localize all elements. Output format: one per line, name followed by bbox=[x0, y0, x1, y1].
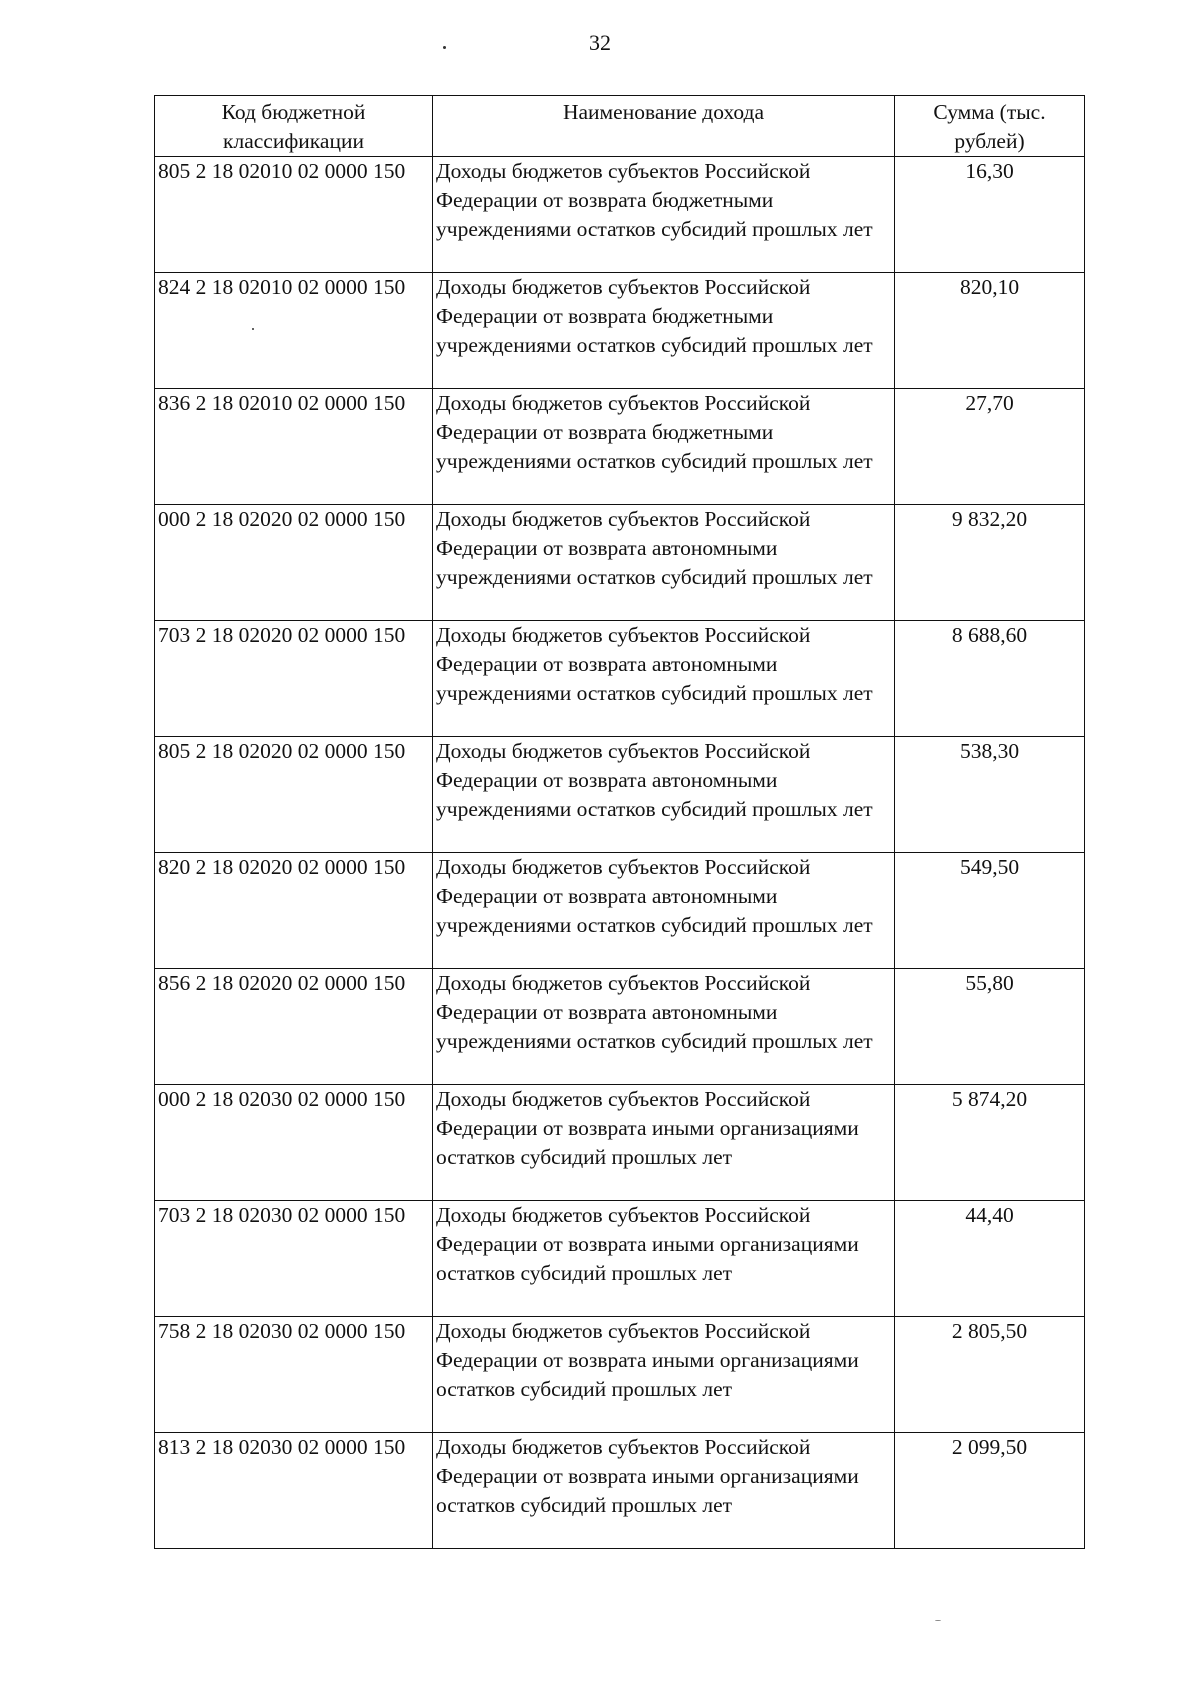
sum-cell: 55,80 bbox=[895, 969, 1085, 1085]
code-cell: 836 2 18 02010 02 0000 150 bbox=[155, 389, 433, 505]
sum-cell: 538,30 bbox=[895, 737, 1085, 853]
sum-cell: 2 805,50 bbox=[895, 1317, 1085, 1433]
table-row bbox=[155, 853, 1085, 969]
sum-cell: 27,70 bbox=[895, 389, 1085, 505]
sum-cell: 2 099,50 bbox=[895, 1433, 1085, 1549]
table-row bbox=[155, 737, 1085, 853]
table-row bbox=[155, 389, 1085, 505]
code-cell: 813 2 18 02030 02 0000 150 bbox=[155, 1433, 433, 1549]
table-row bbox=[155, 1317, 1085, 1433]
table-row bbox=[155, 1433, 1085, 1549]
scan-speck bbox=[443, 46, 446, 49]
name-cell: Доходы бюджетов субъектов Российской Федерации от возврата автономными учреждениями остатков субсидий прошлых лет bbox=[433, 853, 895, 969]
table-row bbox=[155, 1201, 1085, 1317]
sum-cell: 44,40 bbox=[895, 1201, 1085, 1317]
table-row bbox=[155, 1085, 1085, 1201]
sum-cell: 820,10 bbox=[895, 273, 1085, 389]
code-cell: 805 2 18 02010 02 0000 150 bbox=[155, 157, 433, 273]
income-table bbox=[154, 95, 1085, 1549]
name-cell: Доходы бюджетов субъектов Российской Федерации от возврата автономными учреждениями остатков субсидий прошлых лет bbox=[433, 621, 895, 737]
code-cell: 856 2 18 02020 02 0000 150 bbox=[155, 969, 433, 1085]
table-row bbox=[155, 157, 1085, 273]
header-sum: Сумма (тыс. рублей) bbox=[895, 96, 1085, 157]
sum-cell: 549,50 bbox=[895, 853, 1085, 969]
sum-cell: 5 874,20 bbox=[895, 1085, 1085, 1201]
name-cell: Доходы бюджетов субъектов Российской Федерации от возврата автономными учреждениями остатков субсидий прошлых лет bbox=[433, 969, 895, 1085]
code-cell: 000 2 18 02020 02 0000 150 bbox=[155, 505, 433, 621]
code-cell: 000 2 18 02030 02 0000 150 bbox=[155, 1085, 433, 1201]
sum-cell: 8 688,60 bbox=[895, 621, 1085, 737]
header-name: Наименование дохода bbox=[433, 96, 895, 157]
sum-cell: 16,30 bbox=[895, 157, 1085, 273]
table-row bbox=[155, 969, 1085, 1085]
table-header-row bbox=[155, 96, 1085, 157]
name-cell: Доходы бюджетов субъектов Российской Федерации от возврата автономными учреждениями остатков субсидий прошлых лет bbox=[433, 737, 895, 853]
name-cell: Доходы бюджетов субъектов Российской Федерации от возврата иными организациями остатков субсидий прошлых лет bbox=[433, 1085, 895, 1201]
table-row bbox=[155, 273, 1085, 389]
scan-speck bbox=[935, 1620, 941, 1621]
name-cell: Доходы бюджетов субъектов Российской Федерации от возврата бюджетными учреждениями остатков субсидий прошлых лет bbox=[433, 389, 895, 505]
page-number: 32 bbox=[589, 30, 611, 55]
name-cell: Доходы бюджетов субъектов Российской Федерации от возврата бюджетными учреждениями остатков субсидий прошлых лет bbox=[433, 157, 895, 273]
code-cell: 820 2 18 02020 02 0000 150 bbox=[155, 853, 433, 969]
sum-cell: 9 832,20 bbox=[895, 505, 1085, 621]
code-cell: 805 2 18 02020 02 0000 150 bbox=[155, 737, 433, 853]
code-cell: 703 2 18 02030 02 0000 150 bbox=[155, 1201, 433, 1317]
table-row bbox=[155, 621, 1085, 737]
name-cell: Доходы бюджетов субъектов Российской Федерации от возврата иными организациями остатков субсидий прошлых лет bbox=[433, 1433, 895, 1549]
name-cell: Доходы бюджетов субъектов Российской Федерации от возврата иными организациями остатков субсидий прошлых лет bbox=[433, 1201, 895, 1317]
name-cell: Доходы бюджетов субъектов Российской Федерации от возврата автономными учреждениями остатков субсидий прошлых лет bbox=[433, 505, 895, 621]
code-cell: 824 2 18 02010 02 0000 150 bbox=[155, 273, 433, 389]
table-row bbox=[155, 505, 1085, 621]
name-cell: Доходы бюджетов субъектов Российской Федерации от возврата иными организациями остатков субсидий прошлых лет bbox=[433, 1317, 895, 1433]
name-cell: Доходы бюджетов субъектов Российской Федерации от возврата бюджетными учреждениями остатков субсидий прошлых лет bbox=[433, 273, 895, 389]
header-code: Код бюджетной классификации bbox=[155, 96, 433, 157]
code-cell: 758 2 18 02030 02 0000 150 bbox=[155, 1317, 433, 1433]
code-cell: 703 2 18 02020 02 0000 150 bbox=[155, 621, 433, 737]
